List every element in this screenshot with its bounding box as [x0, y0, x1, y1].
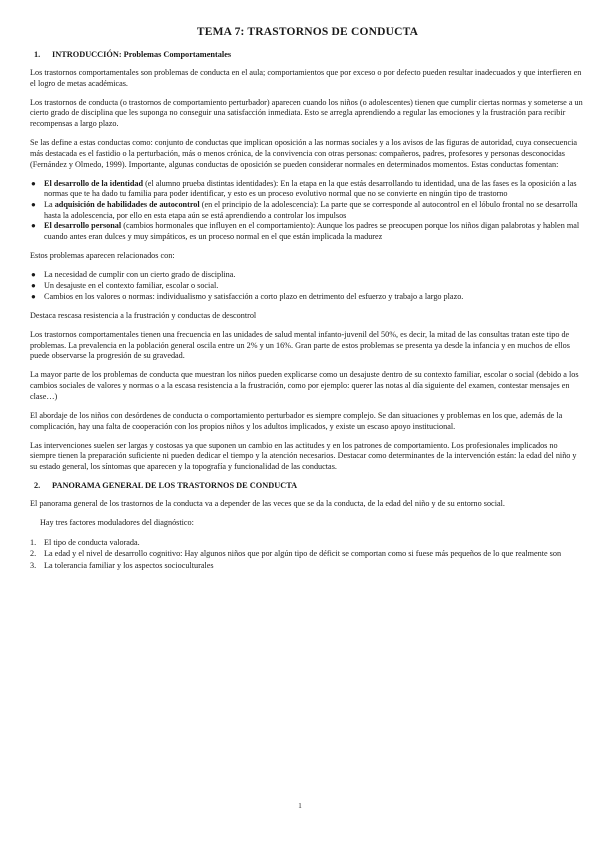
paragraph: Destaca rescasa resistencia a la frustración y conductas de descontrol — [30, 310, 257, 320]
list-item — [30, 221, 585, 242]
list-item — [30, 561, 585, 572]
paragraph: Hay tres factores moduladores del diagnóstico: — [40, 518, 194, 528]
item-number: 2. — [30, 549, 37, 559]
list-item-text: La tolerancia familiar y los aspectos socioculturales — [44, 560, 214, 570]
list-item — [30, 281, 585, 292]
bullet-list-relacionados — [30, 270, 585, 302]
list-item-text: Cambios en los valores o normas: individualismo y satisfacción a corto plazo en detrimento del esfuerzo y trabajo a largo plazo. — [44, 291, 464, 301]
list-item — [30, 292, 585, 303]
paragraph: Se las define a estas conductas como: conjunto de conductas que implican oposición a las normas sociales y a los avisos de las figuras de autoridad, cuya consecuencia más destacada es el fastidio o la perturbación, más o menos crónica, de la convivencia con otras personas: compañeros, padres, profesores y personas desconocidas (Fernández y Olmedo, 1999). Importante, algunas conductas de oposición se pueden considerar normales en determinados momentos. Estas conductas fomentan: — [30, 138, 578, 169]
paragraph: Los trastornos comportamentales tienen una frecuencia en las unidades de salud mental infanto-juvenil del 50%, es decir, la mitad de las consultas tratan este tipo de problemas. La prevalencia en la población general oscila entre un 2% y un 16%. Gran parte de estos problemas se presenta ya desde la infancia y en muchos de ellos puede observarse la progresión de su gravedad. — [30, 329, 570, 361]
paragraph: Los trastornos comportamentales son problemas de conducta en el aula; comportamientos que por exceso o por defecto pueden resultar inadecuados y que interfieren en el logro de metas académicas. — [30, 68, 582, 88]
list-item — [30, 179, 585, 200]
paragraph: La mayor parte de los problemas de conducta que muestran los niños pueden explicarse como un desajuste dentro de su contexto familiar, escolar o social (debido a los cambios sociales de valores y normas o a la escasa resistencia a la frustración, como por ejemplo: querer las notas al día siguiente del examen, contestar mensajes en clase…) — [30, 370, 579, 401]
bullet-icon: ● — [31, 221, 36, 231]
section-title: PANORAMA GENERAL DE LOS TRASTORNOS DE CONDUCTA — [52, 481, 298, 491]
bullet-icon: ● — [31, 178, 36, 188]
item-number: 1. — [30, 537, 37, 547]
page-number: 1 — [298, 802, 302, 810]
factors-list — [30, 538, 585, 572]
list-item — [30, 538, 585, 549]
section-heading-1 — [30, 50, 585, 59]
term-description: (en el principio de la adolescencia): La parte que se corresponde al autocontrol en el lóbulo frontal no se desarrolla hasta la adolescencia, por ello en esta etapa aún se está aprendiendo a controlar los impulsos — [44, 200, 578, 220]
section-title: INTRODUCCIÓN: Problemas Comportamentales — [52, 50, 232, 59]
list-item — [30, 549, 585, 560]
term-description: (cambios hormonales que influyen en el comportamiento): Aunque los padres se preocupen porque los niños digan palabrotas y hablen mal cuando antes eran dulces y muy simpáticos, es un proceso normal en el que están implicada la madurez — [44, 221, 580, 242]
term-prefix: La — [44, 200, 55, 210]
bullet-icon: ● — [31, 270, 36, 280]
page-title: TEMA 7: TRASTORNOS DE CONDUCTA — [196, 26, 419, 38]
term: adquisición de habilidades de autocontrol — [54, 200, 200, 210]
section-heading-2 — [30, 481, 585, 490]
list-item-text: El tipo de conducta valorada. — [44, 537, 140, 547]
bullet-icon: ● — [31, 291, 36, 301]
section-number: 1. — [34, 50, 41, 59]
term: El desarrollo personal — [44, 221, 122, 231]
bullet-icon: ● — [31, 281, 36, 290]
paragraph: Las intervenciones suelen ser largas y costosas ya que suponen un cambio en las actitudes y en los patrones de comportamiento. Los profesionales implicados no siempre tienen la preparación suficiente ni pueden dedicar el tiempo y la atención necesarios. Destacar como determinantes de la intervención están: la edad del niño y su estado general, los síntomas que aparecen y la topografía y funcionalidad de las conductas. — [30, 440, 577, 472]
paragraph: Estos problemas aparecen relacionados con: — [30, 251, 175, 261]
list-item-text: Un desajuste en el contexto familiar, escolar o social. — [44, 281, 219, 290]
term-description: (el alumno prueba distintas identidades): En la etapa en la que estás desarrollando tu identidad, una de las fases es la oposición a las normas que te ha dado tu familia para poder identificar, y esto es un proceso evolutivo normal que no se convierte en ningún tipo de trastorno — [44, 178, 577, 199]
paragraph: El panorama general de los trastornos de la conducta va a depender de las veces que se da la conducta, de la edad del niño y de su entorno social. — [30, 499, 505, 509]
list-item-text: La necesidad de cumplir con un cierto grado de disciplina. — [44, 270, 236, 280]
paragraph: Los trastornos de conducta (o trastornos de comportamiento perturbador) aparecen cuando los niños (o adolescentes) tienen que cumplir ciertas normas y someterse a un cierto grado de disciplina que les suponga no conseguir una satisfacción inmediata. Esto se arregla aprendiendo a regular las emociones y la frustración para recibir recompensas a largo plazo. — [30, 97, 583, 129]
list-item — [30, 270, 585, 281]
item-number: 3. — [30, 560, 37, 570]
document-page — [30, 26, 585, 572]
section-number: 2. — [34, 481, 41, 491]
list-item — [30, 200, 585, 221]
term: El desarrollo de la identidad — [44, 178, 144, 188]
paragraph: El abordaje de los niños con desórdenes de conducta o comportamiento perturbador es siempre complejo. Se dan situaciones y problemas en los que, además de la complicación, hay una falta de cooperación con los propios niños y los adultos implicados, y existe un escaso apoyo institucional. — [30, 410, 563, 431]
bullet-icon: ● — [31, 200, 36, 210]
bullet-list-fomentan — [30, 179, 585, 243]
list-item-text: La edad y el nivel de desarrollo cognitivo: Hay algunos niños que por algún tipo de déficit se comportan como si fuese más pequeños de lo que realmente son — [44, 549, 562, 559]
